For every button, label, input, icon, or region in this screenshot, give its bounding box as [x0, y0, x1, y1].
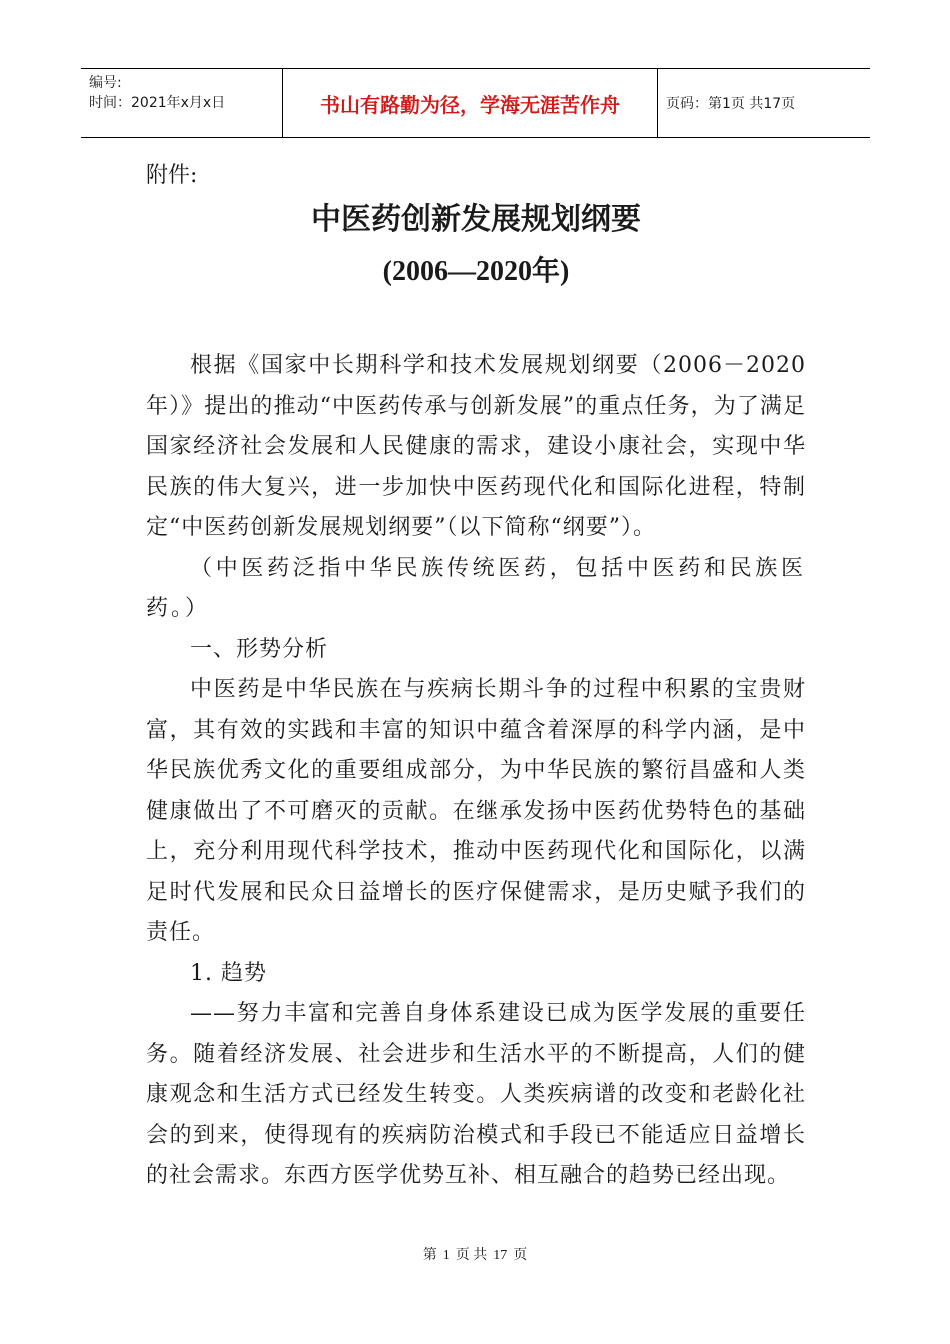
- paragraph-note: （中医药泛指中华民族传统医药，包括中医药和民族医药。）: [146, 555, 806, 621]
- document-body: [146, 156, 806, 1197]
- header-meta: [81, 69, 282, 137]
- footer-suffix: 页: [513, 1248, 528, 1263]
- document-subtitle: (2006—2020年): [382, 256, 570, 287]
- footer-mid: 页 共: [455, 1248, 488, 1263]
- section-heading: 一、形势分析: [190, 636, 329, 662]
- date-label: 时间：2021年x月x日: [89, 95, 226, 111]
- serial-label: 编号:: [89, 75, 122, 91]
- footer-prefix: 第: [422, 1248, 437, 1263]
- header-page-info: 页码：第1页 共17页: [666, 96, 796, 112]
- paragraph-intro: 根据《国家中长期科学和技术发展规划纲要（2006－2020年）》提出的推动“中医药传承与创新发展”的重点任务，为了满足国家经济社会发展和人民健康的需求，建设小康社会，实现中华民族的伟大复兴，进一步加快中医药现代化和国际化进程，特制定“中医药创新发展规划纲要”（以下简称“纲要”）。: [146, 353, 806, 540]
- document-title: 中医药创新发展规划纲要: [311, 202, 641, 237]
- page-header: [81, 68, 870, 138]
- footer-total-pages: 17: [493, 1248, 508, 1263]
- paragraph-analysis: 中医药是中华民族在与疾病长期斗争的过程中积累的宝贵财富，其有效的实践和丰富的知识中蕴含着深厚的科学内涵，是中华民族优秀文化的重要组成部分，为中华民族的繁衍昌盛和人类健康做出了不可磨灭的贡献。在继承发扬中医药优势特色的基础上，充分利用现代科学技术，推动中医药现代化和国际化，以满足时代发展和民众日益增长的医疗保健需求，是历史赋予我们的责任。: [146, 677, 806, 945]
- footer-page-number: 1: [442, 1248, 450, 1263]
- header-motto: 书山有路勤为径，学海无涯苦作舟: [282, 69, 658, 137]
- paragraph-trend: ——努力丰富和完善自身体系建设已成为医学发展的重要任务。随着经济发展、社会进步和生活水平的不断提高，人们的健康观念和生活方式已经发生转变。人类疾病谱的改变和老龄化社会的到来，使得现有的疾病防治模式和手段已不能适应日益增长的社会需求。东西方医学优势互补、相互融合的趋势已经出现。: [146, 1001, 806, 1188]
- subsection-heading: 1. 趋势: [190, 960, 267, 986]
- page-footer: [0, 1244, 950, 1264]
- attachment-label: 附件:: [146, 163, 198, 188]
